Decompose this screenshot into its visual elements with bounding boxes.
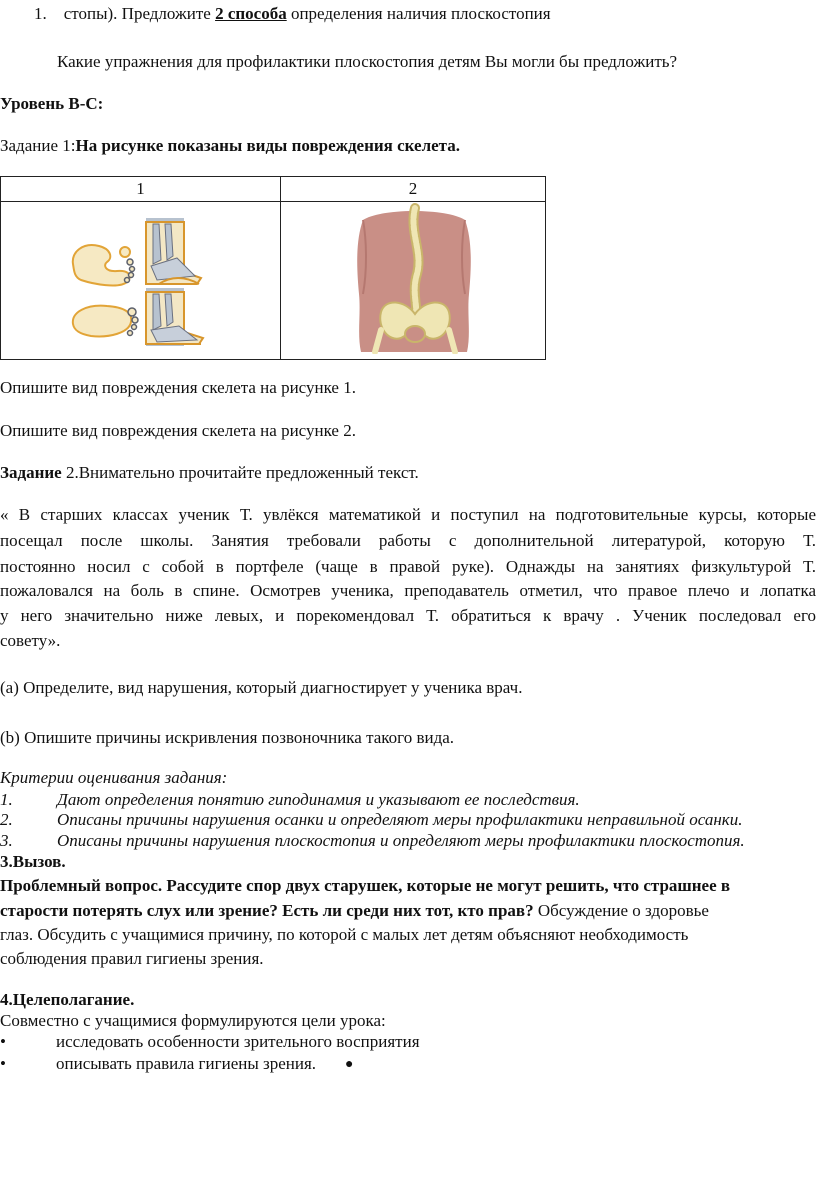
task-2-text: 2.Внимательно прочитайте предложенный текст. — [61, 463, 419, 482]
xray-foot-flat — [146, 288, 203, 346]
goal-text: описывать правила гигиены зрения. — [56, 1054, 317, 1073]
task-1-label: Задание 1: — [0, 136, 76, 155]
criteria-text: Описаны причины нарушения плоскостопия и определяют меры профилактики плоскостопия. — [57, 831, 745, 850]
flatfoot-illustration — [1, 202, 280, 354]
criteria-text: Описаны причины нарушения осанки и определяют меры профилактики неправильной осанки. — [57, 810, 743, 829]
scoliosis-illustration — [281, 202, 547, 354]
task-2 — [0, 463, 419, 483]
question-a: (a) Определите, вид нарушения, который диагностирует у ученика врач. — [0, 678, 523, 697]
list-number: 1. — [34, 4, 47, 23]
criteria-num: 1. — [0, 790, 13, 809]
problem-discussion: Обсуждение о здоровье — [533, 901, 709, 920]
task-1-text: На рисунке показаны виды повреждения скелета. — [75, 136, 460, 155]
injury-table — [0, 176, 546, 360]
spine — [413, 208, 418, 320]
criteria-num: 3. — [0, 831, 13, 850]
footprint-normal — [73, 245, 135, 285]
task-1 — [0, 136, 460, 156]
problem-line-3: глаз. Обсудить с учащимися причину, по которой с малых лет детям объясняют необходимость — [0, 925, 689, 944]
question-b: (b) Опишите причины искривления позвоночника такого вида. — [0, 728, 455, 747]
story-line-5: у него значительно ниже левых, и порекомендовал Т. обратиться к врачу . Ученик последовал его — [0, 606, 816, 625]
dot-icon: ● — [345, 1057, 354, 1072]
bullet-icon: • — [0, 1032, 6, 1051]
story-line-4: пожаловался на боль в спине. Осмотрев ученика, преподаватель отметил, что правое плечо и лопатка — [0, 581, 816, 600]
story-line-3: постоянно носил с собой в портфеле (чаще в правой руке). Однажды на занятиях физкультурой Т. — [0, 557, 816, 576]
q1-bold: 2 способа — [215, 4, 287, 23]
goals-intro: Совместно с учащимися формулируются цели урока: — [0, 1011, 386, 1030]
section-3-heading: 3.Вызов. — [0, 852, 66, 871]
goal-text: исследовать особенности зрительного восприятия — [56, 1032, 420, 1051]
table-header-1: 1 — [1, 177, 281, 202]
scoliosis-image — [281, 202, 546, 360]
q1-text: стопы). Предложите — [63, 4, 216, 23]
describe-2: Опишите вид повреждения скелета на рисунке 2. — [0, 421, 356, 440]
describe-1: Опишите вид повреждения скелета на рисунке 1. — [0, 378, 356, 397]
problem-question: старости потерять слух или зрение? Есть ли среди них тот, кто прав? — [0, 901, 534, 920]
criteria-text: Дают определения понятию гиподинамия и указывают ее последствия. — [57, 790, 580, 809]
level-heading: Уровень В-С: — [0, 94, 104, 113]
section-4-heading: 4.Целеполагание. — [0, 990, 135, 1009]
question-1b: Какие упражнения для профилактики плоскостопия детям Вы могли бы предложить? — [57, 52, 678, 71]
flatfoot-image — [1, 202, 281, 360]
story-line-2: посещал после школы. Занятия требовали работы с дополнительной литературой, которую Т. — [0, 531, 816, 550]
table-header-2: 2 — [281, 177, 546, 202]
footprint-flat — [73, 306, 138, 337]
story-line-1: « В старших классах ученик Т. увлёкся математикой и поступил на подготовительные курсы, которые — [0, 505, 816, 524]
criteria-title: Критерии оценивания задания: — [0, 768, 228, 787]
problem-line-4: соблюдения правил гигиены зрения. — [0, 949, 264, 968]
task-2-label: Задание — [0, 463, 62, 482]
q1-text-end: определения наличия плоскостопия — [286, 4, 551, 23]
question-1 — [34, 4, 551, 24]
problem-line-2 — [0, 901, 709, 921]
bullet-icon: • — [0, 1054, 6, 1073]
xray-foot-normal — [146, 218, 201, 284]
problem-line-1: Проблемный вопрос. Рассудите спор двух старушек, которые не могут решить, что страшнее в — [0, 876, 731, 895]
criteria-num: 2. — [0, 810, 13, 829]
story-line-6: совету». — [0, 631, 61, 650]
